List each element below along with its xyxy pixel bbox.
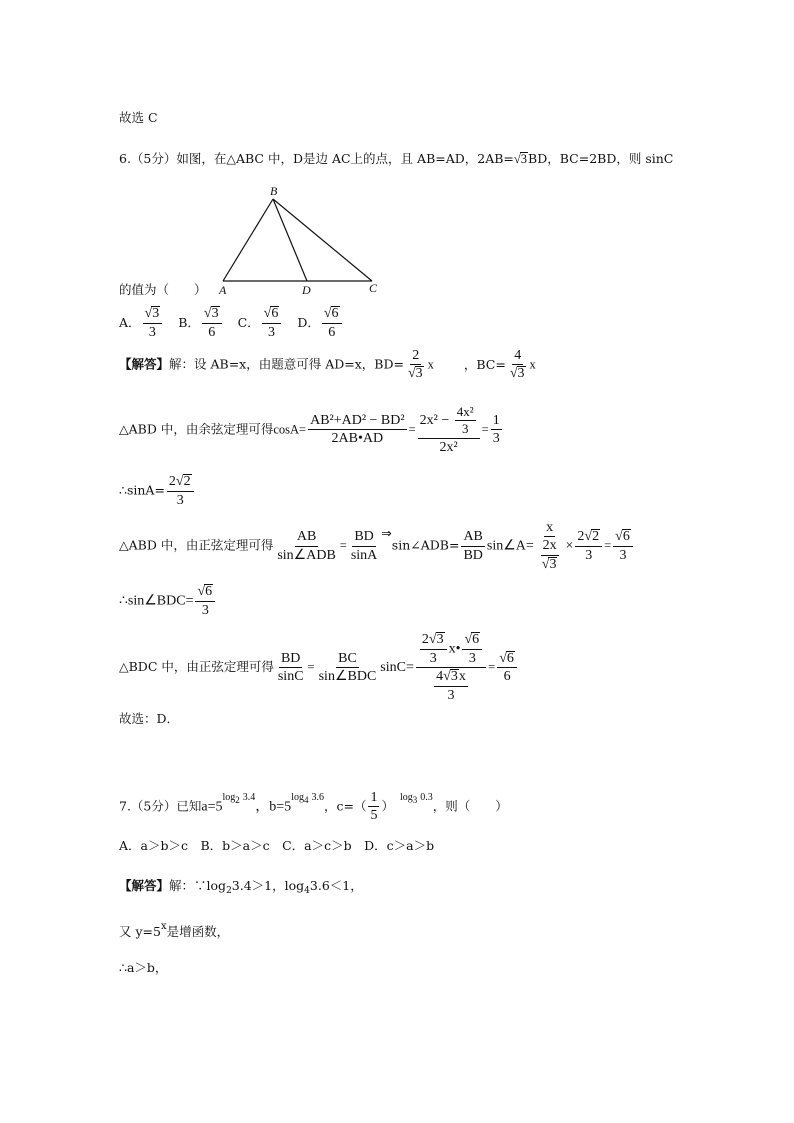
q6-stem-sqrt: √3 <box>513 152 528 166</box>
q6-stem-tail: 的值为（ ） <box>119 282 207 297</box>
q6-option-b: B． $\frac{√3}{6}$ <box>178 315 223 330</box>
q6-solution-line-5: ∴sin∠BDC= $\frac{√6}{3}$ <box>119 584 217 618</box>
q6-conclusion: 故选：D． <box>119 711 180 726</box>
q6-option-a: A． $\frac{√3}{3}$ <box>119 315 164 330</box>
q6-solution-line-2: △ABD 中，由余弦定理可得cosA= $\frac{\text{AB²+AD² − BD²}}{2AB•AD}$ = 2x² − $\frac{\text{4x²}}{3}$ 2x² = $\frac{1}{3}$ <box>119 404 500 455</box>
q7-stem: 7.（5分）已知$a=5^{log2 3.4}$，$b=5^{log4 3.6}$，c=（ $\frac{1}{5}$ ）$^{log3 0.3}$，则（ ） <box>119 790 508 824</box>
solution-label: 【解答】 <box>119 356 170 372</box>
q6-solution-line-1: 【解答】解：设 AB=x，由题意可得 AD=x，BD= $\frac{2}{√3}$ x ，BC= $\frac{4}{√3}$ x <box>119 348 536 382</box>
vertex-label-c: C <box>369 281 378 295</box>
q7-solution-line-3: ∴a＞b， <box>119 960 168 975</box>
q6-options <box>119 306 354 340</box>
q6-solution-line-6: △BDC 中，由正弦定理可得 $\frac{BD}{\sin C}$ = $\frac{BC}{\text{sin∠BDC}}$ sinC= $\frac{2√3}{3}$ x• $\frac{√6}{3}$ $\frac{4√3x}{3}$ = $\frac{√6}{6}$ <box>119 632 519 703</box>
triangle-figure <box>214 182 394 297</box>
vertex-label-d: D <box>302 283 311 297</box>
q6-solution-line-3: ∴sinA= $\frac{2√2}{3}$ <box>119 474 196 508</box>
q6-stem-suffix: BD，BC=2BD，则 sinC <box>528 151 674 166</box>
q6-stem-prefix: 6.（5分）如图，在△ABC 中，D是边 AC上的点，且 AB=AD，2AB= <box>119 151 514 166</box>
solution-label: 【解答】 <box>119 878 170 893</box>
q6-stem <box>119 152 673 166</box>
q7-options: A．a＞b＞c B．b＞a＞c C．a＞c＞b D．c＞a＞b <box>119 838 435 853</box>
q6-solution-line-4: △ABD 中，由正弦定理可得 $\frac{AB}{\text{sin∠ADB}}$ = $\frac{BD}{\sin A}$ ⇒sin∠ADB= $\frac{AB}{BD}$ sin∠A= $\frac{x}{\frac{2x}{√3}}$ × $\frac{2√2}{3}$ = $\frac{√6}{3}$ <box>119 520 635 572</box>
previous-conclusion: 故选 C <box>119 110 158 125</box>
q7-solution-line-1: 【解答】解：$\because\log_23.4>1$，$\log_43.6<1$， <box>119 878 363 896</box>
q6-option-c: C． $\frac{√6}{3}$ <box>238 315 284 330</box>
q6-option-d: D． $\frac{√6}{6}$ <box>297 315 343 330</box>
vertex-label-a: A <box>219 283 227 297</box>
vertex-label-b: B <box>270 184 278 198</box>
q7-solution-line-2: 又 $y=5^x$是增函数， <box>119 921 230 939</box>
